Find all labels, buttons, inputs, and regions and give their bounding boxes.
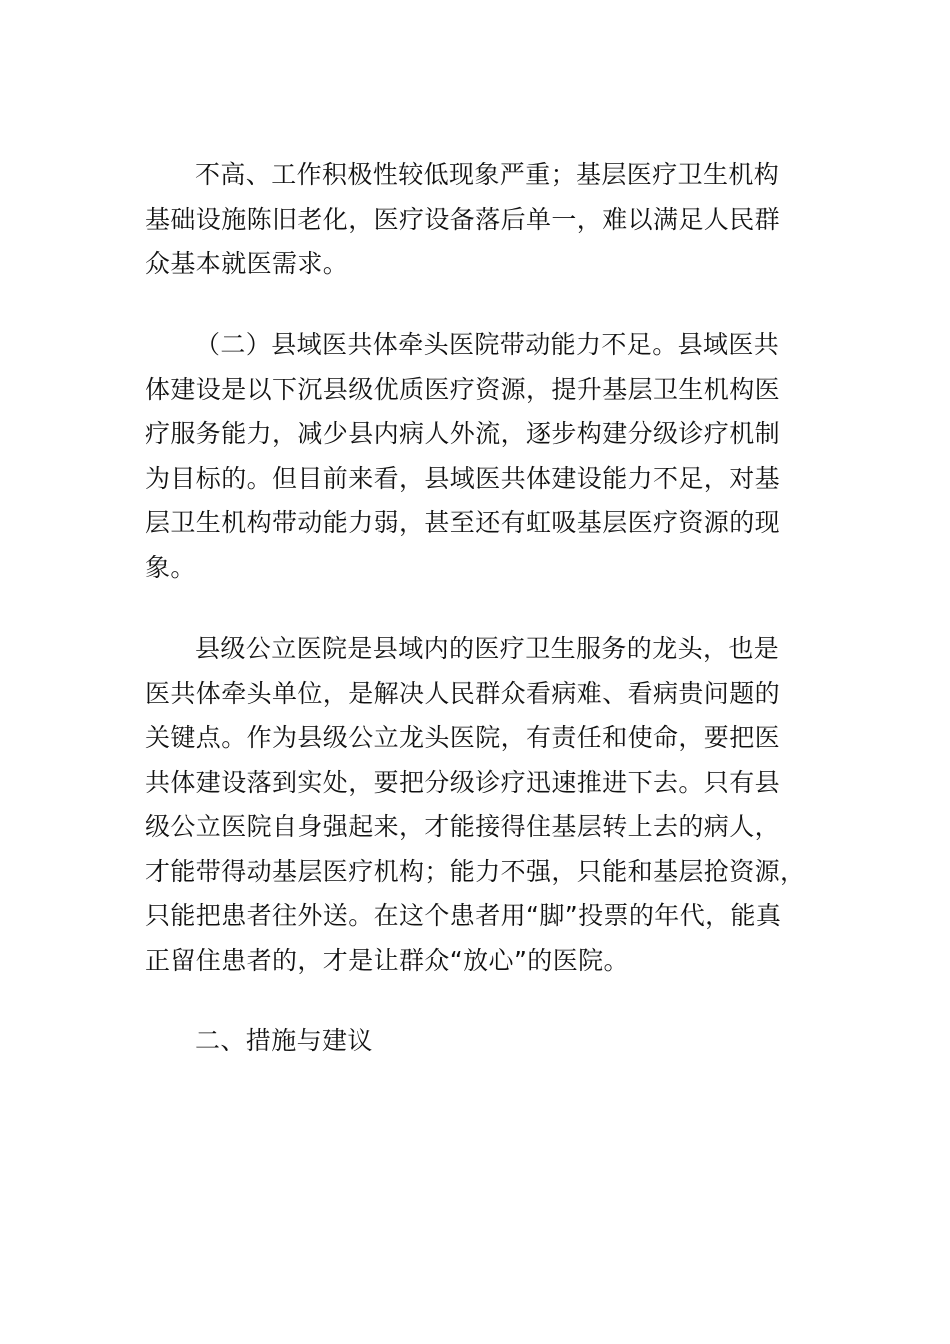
paragraph-staffing-and-facilities — [145, 153, 805, 287]
paragraph-section-two-heading-text — [145, 323, 805, 590]
text-line: 疗服务能力，减少县内病人外流，逐步构建分级诊疗机制 — [145, 419, 781, 448]
section-heading-measures — [145, 1019, 805, 1064]
text-line: 不高、工作积极性较低现象严重；基层医疗卫生机构 — [195, 160, 780, 189]
text-line: 为目标的。但目前来看，县域医共体建设能力不足，对基 — [145, 463, 781, 493]
text-line: 医共体牵头单位，是解决人民群众看病难、看病贵问题的 — [145, 678, 781, 708]
text-line: 众基本就医需求。 — [145, 249, 349, 278]
text-line: 象。 — [145, 552, 196, 582]
heading-line: 二、措施与建议 — [195, 1026, 373, 1055]
paragraph-county-hospital-role — [145, 627, 805, 983]
text-line: 级公立医院自身强起来，才能接得住基层转上去的病人， — [145, 812, 781, 841]
text-line: 共体建设落到实处，要把分级诊疗迅速推进下去。只有县 — [145, 767, 781, 797]
text-line: 正留住患者的，才是让群众“放心”的医院。 — [145, 945, 629, 975]
text-line: 县级公立医院是县域内的医疗卫生服务的龙头，也是 — [195, 634, 780, 663]
text-line: 体建设是以下沉县级优质医疗资源，提升基层卫生机构医 — [145, 374, 781, 404]
text-line: 才能带得动基层医疗机构；能力不强，只能和基层抢资源， — [145, 856, 806, 886]
text-line: 基础设施陈旧老化，医疗设备落后单一，难以满足人民群 — [145, 204, 781, 234]
text-line: 关键点。作为县级公立龙头医院，有责任和使命，要把医 — [145, 723, 781, 752]
text-line: 只能把患者往外送。在这个患者用“脚”投票的年代，能真 — [145, 901, 782, 930]
text-line: （二）县域医共体牵头医院带动能力不足。县域医共 — [195, 330, 780, 359]
text-line: 层卫生机构带动能力弱，甚至还有虹吸基层医疗资源的现 — [145, 508, 781, 537]
